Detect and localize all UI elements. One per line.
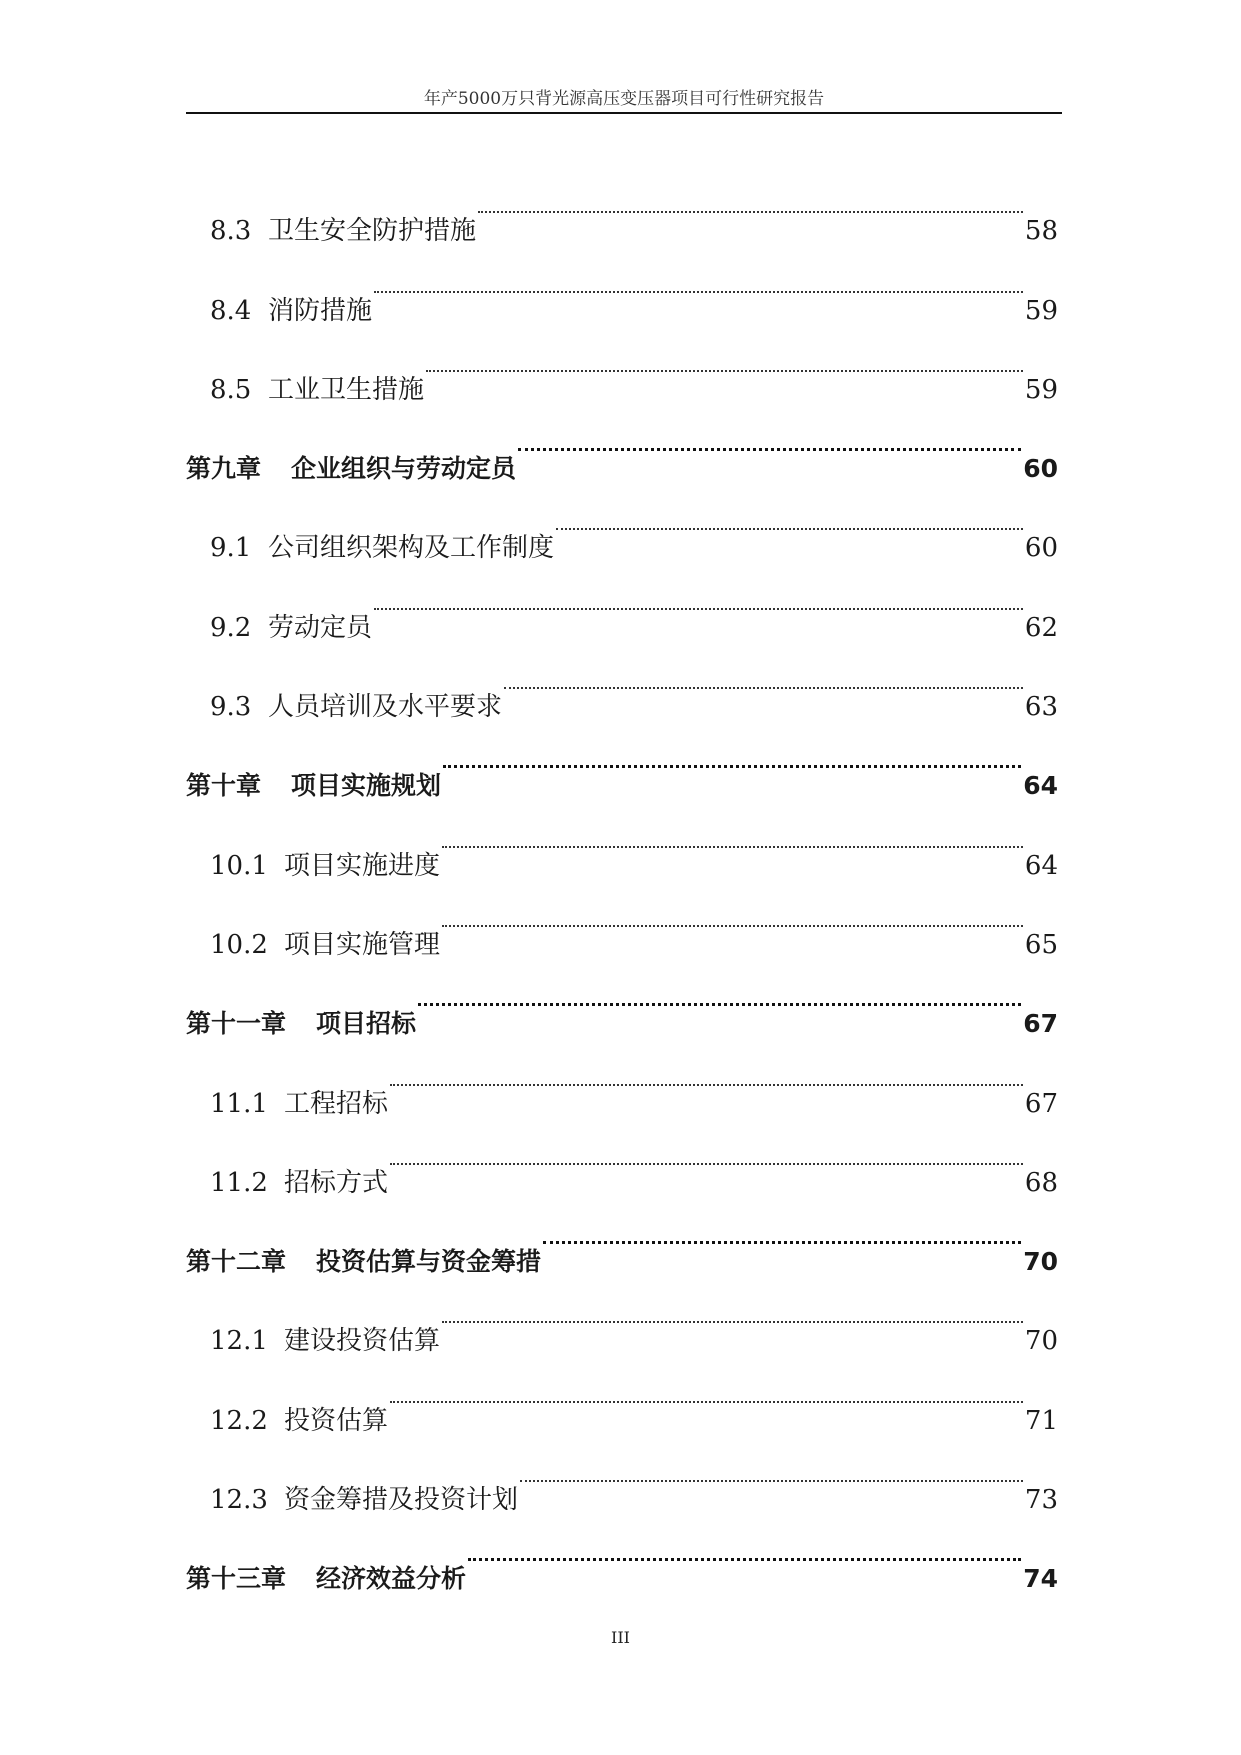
toc-chapter-title: 投资估算与资金筹措 bbox=[316, 1247, 542, 1277]
toc-entry-page: 71 bbox=[1024, 1405, 1058, 1436]
toc-entry-number: 8.4 bbox=[210, 295, 252, 326]
toc-entry-title: 资金筹措及投资计划 bbox=[284, 1485, 519, 1516]
toc-entry-number: 11.1 bbox=[210, 1088, 268, 1119]
toc-entry-page: 59 bbox=[1024, 295, 1058, 326]
toc-chapter-page: 64 bbox=[1023, 771, 1058, 801]
toc-entry-title: 项目实施管理 bbox=[284, 929, 441, 960]
toc-chapter-title: 项目实施规划 bbox=[291, 771, 442, 801]
toc-entry-number: 8.5 bbox=[210, 374, 252, 405]
toc-entry-number: 10.1 bbox=[210, 850, 268, 881]
toc-leader-dots bbox=[374, 556, 1023, 635]
toc-chapter-page: 74 bbox=[1023, 1564, 1058, 1594]
toc-entry-page: 63 bbox=[1024, 692, 1058, 723]
toc-entry-page: 62 bbox=[1024, 612, 1058, 643]
toc-entry-page: 58 bbox=[1024, 216, 1058, 247]
toc-entry-number: 10.2 bbox=[210, 929, 268, 960]
toc-entry-page: 70 bbox=[1024, 1326, 1058, 1357]
table-of-contents bbox=[186, 160, 1058, 1594]
toc-entry-title: 消防措施 bbox=[268, 295, 373, 326]
toc-chapter-number: 第十章 bbox=[186, 771, 262, 801]
toc-entry-page: 67 bbox=[1024, 1088, 1058, 1119]
toc-entry-number: 8.3 bbox=[210, 216, 252, 247]
toc-entry-number: 9.3 bbox=[210, 692, 252, 723]
toc-chapter-number: 第十一章 bbox=[186, 1009, 287, 1039]
toc-entry-title: 建设投资估算 bbox=[284, 1326, 441, 1357]
toc-entry-page: 68 bbox=[1024, 1167, 1058, 1198]
toc-entry-title: 招标方式 bbox=[284, 1167, 389, 1198]
toc-leader-dots bbox=[418, 953, 1021, 1032]
toc-entry-page: 60 bbox=[1024, 533, 1058, 564]
toc-entry-number: 9.1 bbox=[210, 533, 252, 564]
toc-entry-number: 12.1 bbox=[210, 1326, 268, 1357]
toc-chapter-page: 70 bbox=[1023, 1247, 1058, 1277]
toc-leader-dots bbox=[556, 477, 1023, 556]
toc-entry-title: 项目实施进度 bbox=[284, 850, 441, 881]
toc-leader-dots bbox=[390, 1349, 1023, 1428]
toc-entry-title: 卫生安全防护措施 bbox=[268, 216, 477, 247]
running-header: 年产5000万只背光源高压变压器项目可行性研究报告 bbox=[423, 89, 825, 109]
toc-leader-dots bbox=[468, 1508, 1021, 1587]
toc-chapter-number: 第十三章 bbox=[186, 1564, 287, 1594]
toc-entry-number: 11.2 bbox=[210, 1167, 268, 1198]
toc-leader-dots bbox=[426, 319, 1023, 398]
toc-leader-dots bbox=[504, 636, 1023, 715]
toc-entry-number: 9.2 bbox=[210, 612, 252, 643]
toc-entry-title: 人员培训及水平要求 bbox=[268, 692, 503, 723]
toc-leader-dots bbox=[390, 1112, 1023, 1191]
toc-chapter-title: 项目招标 bbox=[316, 1009, 417, 1039]
toc-entry-title: 投资估算 bbox=[284, 1405, 389, 1436]
toc-leader-dots bbox=[478, 160, 1023, 239]
toc-leader-dots bbox=[390, 1032, 1023, 1111]
toc-entry-page: 59 bbox=[1024, 374, 1058, 405]
toc-entry-title: 公司组织架构及工作制度 bbox=[268, 533, 555, 564]
toc-leader-dots bbox=[520, 1429, 1023, 1508]
toc-entry-page: 64 bbox=[1024, 850, 1058, 881]
toc-chapter-page: 67 bbox=[1023, 1009, 1058, 1039]
header-rule bbox=[186, 112, 1062, 114]
toc-leader-dots bbox=[443, 715, 1021, 794]
page-number: III bbox=[611, 1628, 630, 1647]
toc-leader-dots bbox=[518, 398, 1021, 477]
toc-entry-page: 65 bbox=[1024, 929, 1058, 960]
toc-chapter-title: 企业组织与劳动定员 bbox=[291, 454, 517, 484]
toc-chapter-page: 60 bbox=[1023, 454, 1058, 484]
toc-entry-8-3[interactable] bbox=[186, 160, 1058, 247]
toc-entry-title: 劳动定员 bbox=[268, 612, 373, 643]
toc-leader-dots bbox=[442, 874, 1023, 953]
toc-entry-title: 工业卫生措施 bbox=[268, 374, 425, 405]
toc-chapter-number: 第十二章 bbox=[186, 1247, 287, 1277]
toc-leader-dots bbox=[374, 239, 1023, 318]
toc-leader-dots bbox=[442, 794, 1023, 873]
toc-chapter-number: 第九章 bbox=[186, 454, 262, 484]
toc-chapter-title: 经济效益分析 bbox=[316, 1564, 467, 1594]
toc-entry-title: 工程招标 bbox=[284, 1088, 389, 1119]
toc-entry-number: 12.2 bbox=[210, 1405, 268, 1436]
toc-leader-dots bbox=[543, 1191, 1021, 1270]
toc-leader-dots bbox=[442, 1270, 1023, 1349]
toc-entry-number: 12.3 bbox=[210, 1485, 268, 1516]
toc-entry-page: 73 bbox=[1024, 1485, 1058, 1516]
